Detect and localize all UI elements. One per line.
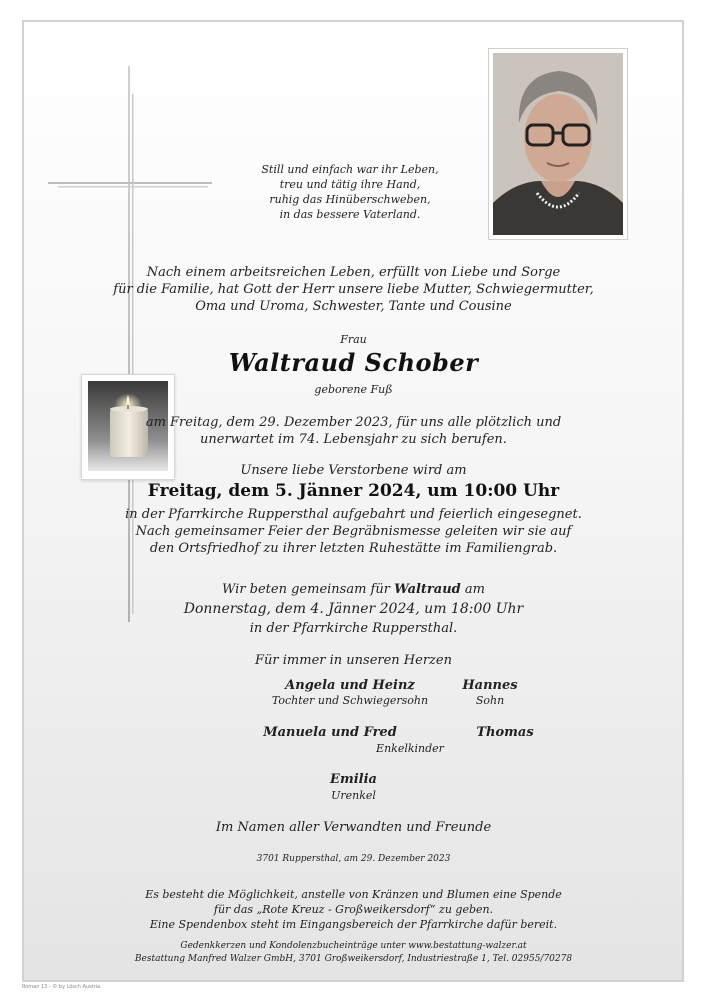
daughter-names: Angela und Heinz xyxy=(285,678,415,693)
grandchild-names-1: Manuela und Fred xyxy=(263,725,397,740)
prayer-prefix: Wir beten gemeinsam für xyxy=(222,582,390,597)
great-grandchild-name: Emilia xyxy=(330,772,377,787)
funeral-intro: Unsere liebe Verstorbene wird am xyxy=(240,463,467,478)
place-date: 3701 Ruppersthal, am 29. Dezember 2023 xyxy=(256,854,451,864)
donation-note xyxy=(0,887,707,932)
grandchild-names-2: Thomas xyxy=(476,725,534,740)
donation-line: Eine Spendenbox steht im Eingangsbereich der Pfarrkirche dafür bereit. xyxy=(149,918,558,931)
poem xyxy=(0,162,707,222)
great-grandchild-role: Urenkel xyxy=(331,789,376,802)
funeral-details-line: den Ortsfriedhof zu ihrer letzten Ruhestätte im Familiengrab. xyxy=(149,541,558,556)
prayer-name: Waltraud xyxy=(394,582,461,597)
intro-line: für die Familie, hat Gott der Herr unsere liebe Mutter, Schwiegermutter, xyxy=(113,282,594,297)
intro-text xyxy=(0,264,707,315)
credit-line: Roman 13 - © by Lösch Austria xyxy=(22,984,101,990)
funeral-details-line: Nach gemeinsamer Feier der Begräbnismesse geleiten wir sie auf xyxy=(135,524,572,539)
prayer-date: Donnerstag, dem 4. Jänner 2024, um 18:00 Uhr xyxy=(183,601,524,617)
poem-line: in das bessere Vaterland. xyxy=(279,208,421,221)
donation-line: Es besteht die Möglichkeit, anstelle von Kränzen und Blumen eine Spende xyxy=(145,888,562,901)
intro-line: Oma und Uroma, Schwester, Tante und Cousine xyxy=(195,299,512,314)
hearts-line: Für immer in unseren Herzen xyxy=(255,653,452,668)
funeral-details-line: in der Pfarrkirche Ruppersthal aufgebahrt und feierlich eingesegnet. xyxy=(125,507,582,522)
daughter-role: Tochter und Schwiegersohn xyxy=(271,694,429,707)
death-notice-line: unerwartet im 74. Lebensjahr zu sich berufen. xyxy=(200,432,507,447)
son-name: Hannes xyxy=(462,678,518,693)
prayer-line xyxy=(0,581,707,598)
poem-line: Still und einfach war ihr Leben, xyxy=(261,163,439,176)
birth-name: geborene Fuß xyxy=(314,383,393,396)
salutation: Frau xyxy=(340,333,367,346)
grandchildren-role: Enkelkinder xyxy=(376,742,444,755)
prayer-place: in der Pfarrkirche Ruppersthal. xyxy=(249,621,458,636)
son-role: Sohn xyxy=(475,694,505,707)
poem-line: ruhig das Hinüberschweben, xyxy=(269,193,431,206)
intro-line: Nach einem arbeitsreichen Leben, erfüllt von Liebe und Sorge xyxy=(146,265,561,280)
prayer-suffix: am xyxy=(464,582,485,597)
footer-line: Gedenkkerzen und Kondolenzbucheinträge unter www.bestattung-walzer.at xyxy=(180,941,527,951)
funeral-home-footer xyxy=(0,940,707,966)
funeral-details xyxy=(0,506,707,557)
death-notice-line: am Freitag, dem 29. Dezember 2023, für uns alle plötzlich und xyxy=(145,415,562,430)
deceased-name: Waltraud Schober xyxy=(228,348,479,377)
footer-line: Bestattung Manfred Walzer GmbH, 3701 Großweikersdorf, Industriestraße 1, Tel. 02955/70278 xyxy=(134,954,573,964)
poem-line: treu und tätig ihre Hand, xyxy=(279,178,421,191)
funeral-date: Freitag, dem 5. Jänner 2024, um 10:00 Uhr xyxy=(147,481,560,501)
death-notice xyxy=(0,414,707,448)
closing-line: Im Namen aller Verwandten und Freunde xyxy=(215,820,492,835)
donation-line: für das „Rote Kreuz - Großweikersdorf“ zu geben. xyxy=(213,903,494,916)
